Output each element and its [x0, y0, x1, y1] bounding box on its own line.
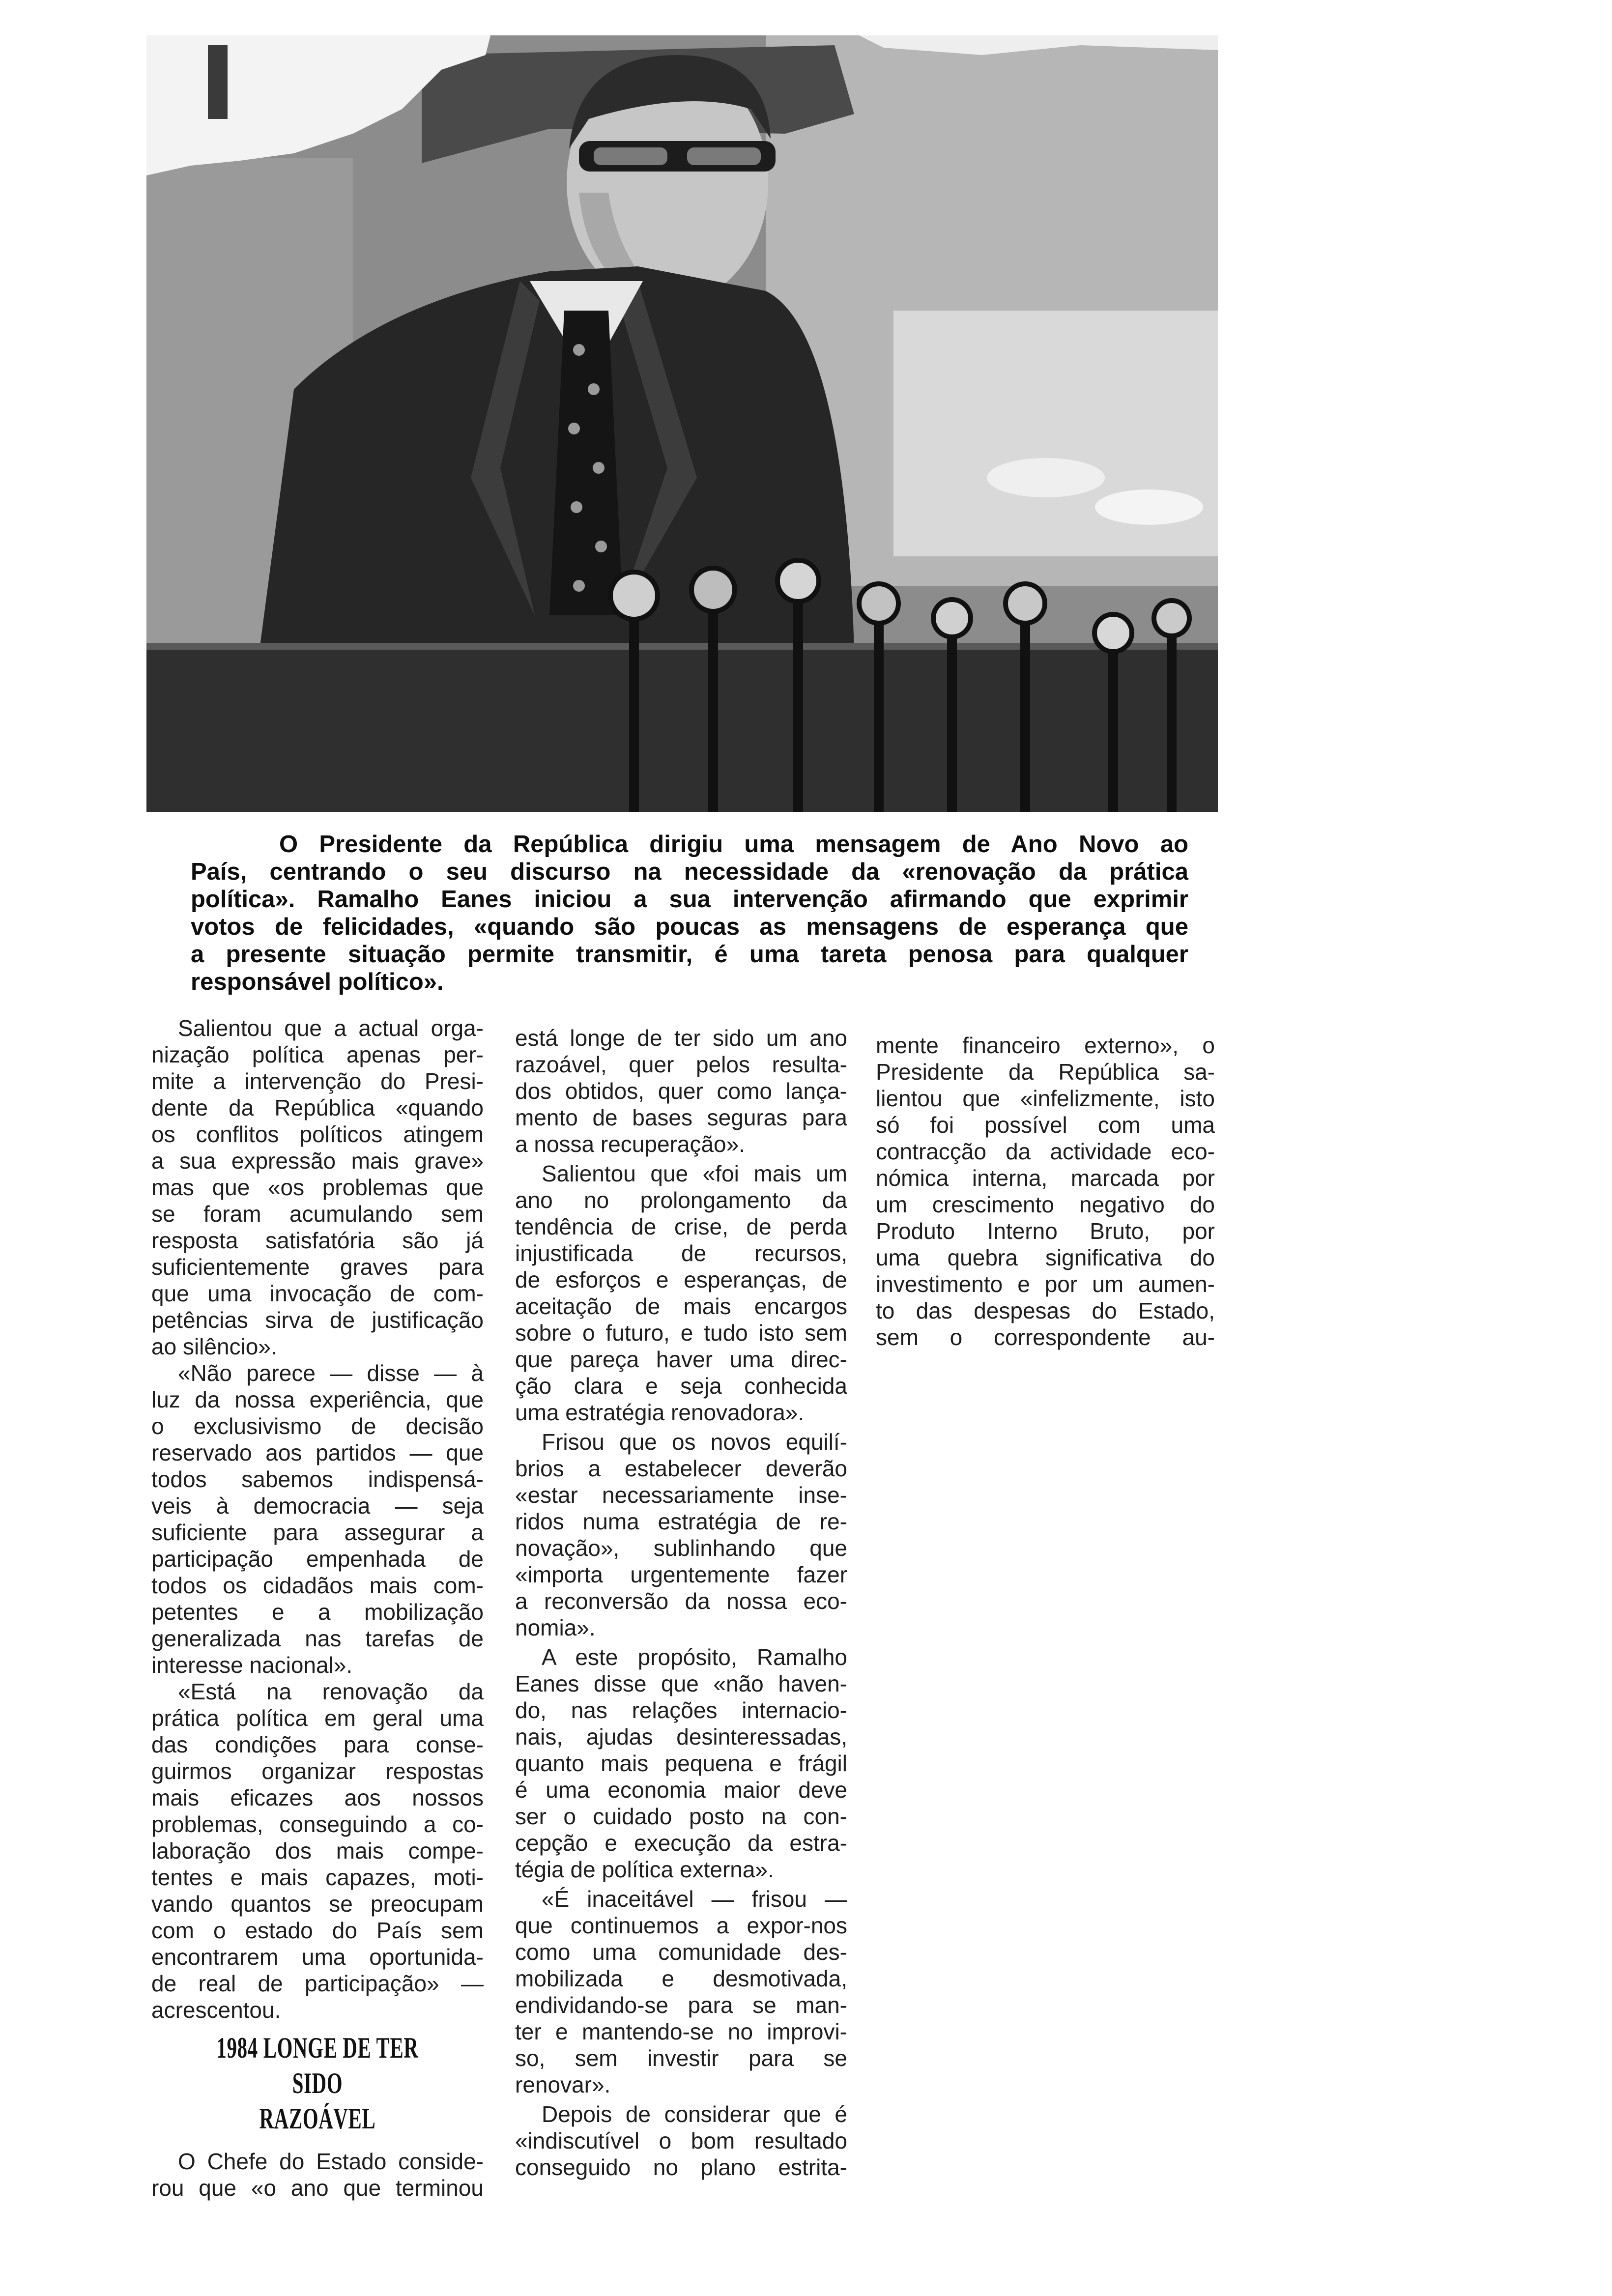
text-line: que continuemos a expor-nos — [515, 1913, 847, 1938]
text-line: nomia». — [515, 1615, 596, 1640]
desk — [146, 645, 1218, 812]
text-line: «indiscutível o bom resultado — [515, 2128, 847, 2153]
tie-pattern-dot — [571, 501, 582, 513]
text-line: suficientemente graves para — [151, 1254, 484, 1280]
text-line: interesse nacional». — [151, 1652, 353, 1678]
text-line: tentes e mais capazes, moti- — [151, 1865, 484, 1890]
text-line: dos obtidos, quer como lança- — [515, 1078, 847, 1104]
paragraph — [876, 1032, 1215, 1350]
text-line: mento de bases seguras para — [515, 1105, 847, 1130]
text-line: reservado aos partidos — que — [151, 1440, 484, 1465]
text-line: sem o correspondente au- — [876, 1324, 1215, 1350]
text-line: problemas, conseguindo a co- — [151, 1811, 484, 1837]
text-line: injustificada de recursos, — [515, 1240, 847, 1266]
text-line: Frisou que os novos equilí- — [542, 1429, 847, 1455]
text-line: «Está na renovação da — [178, 1679, 484, 1704]
text-line: luz da nossa experiência, que — [151, 1387, 484, 1412]
text-line: cepção e execução da estra- — [515, 1830, 847, 1856]
text-line: endividando-se para se man- — [515, 1992, 847, 2018]
microphone-stand — [874, 605, 884, 812]
tie-pattern-dot — [593, 462, 604, 474]
text-line: uma estratégia renovadora». — [515, 1400, 805, 1425]
text-line: prática política em geral uma — [151, 1705, 484, 1731]
text-line: os conflitos políticos atingem — [151, 1121, 484, 1147]
caption-line: País, centrando o seu discurso na necessidade da «renovação da prática — [191, 859, 1188, 885]
text-line: participação empenhada de — [151, 1546, 484, 1572]
tie-pattern-dot — [595, 541, 607, 552]
text-line: A este propósito, Ramalho — [542, 1644, 847, 1670]
text-line: dente da República «quando — [151, 1095, 484, 1120]
text-line: que uma invocação de com- — [151, 1281, 484, 1306]
section-heading-line: 1984 LONGE DE TER SIDO — [216, 2032, 419, 2099]
text-line: quanto mais pequena e frágil — [515, 1751, 847, 1776]
microphone-stand — [708, 596, 718, 812]
microphone-stand — [1020, 605, 1030, 812]
text-line: «É inaceitável — frisou — — [542, 1886, 847, 1912]
text-line: uma quebra significativa do — [876, 1245, 1215, 1270]
text-line: guirmos organizar respostas — [151, 1758, 484, 1784]
section-heading — [151, 2030, 484, 2136]
text-line: de esforços e esperanças, de — [515, 1267, 847, 1292]
paragraph — [151, 1015, 484, 1360]
column-2 — [515, 1025, 847, 2181]
text-line: ser o cuidado posto na con- — [515, 1804, 847, 1829]
text-line: veis à democracia — seja — [151, 1493, 484, 1519]
text-line: que pareça haver uma direc- — [515, 1347, 847, 1372]
tie-pattern-dot — [573, 344, 585, 356]
paragraph — [515, 1025, 847, 1157]
scan-mark — [208, 45, 228, 119]
text-line: ano no prolongamento da — [515, 1187, 847, 1213]
text-line: mobilizada e desmotivada, — [515, 1966, 847, 1991]
text-line: das condições para conse- — [151, 1732, 484, 1757]
paragraph — [151, 1678, 484, 2023]
text-line: renovar». — [515, 2072, 611, 2097]
text-line: «Não parece — disse — à — [178, 1360, 484, 1386]
text-line: nização política apenas per- — [151, 1042, 484, 1067]
text-line: Salientou que «foi mais um — [542, 1161, 847, 1186]
text-line: rou que «o ano que terminou — [151, 2175, 484, 2201]
text-line: a sua expressão mais grave» — [151, 1148, 484, 1174]
paragraph — [515, 1644, 847, 1883]
text-line: todos os cidadãos mais com- — [151, 1573, 484, 1598]
text-line: aceitação de mais encargos — [515, 1293, 847, 1319]
text-line: com o estado do País sem — [151, 1918, 484, 1943]
microphone-stand — [1108, 635, 1118, 812]
text-line: ter e mantendo-se no improvi- — [515, 2019, 847, 2044]
caption-line: O Presidente da República dirigiu uma mensagem de Ano Novo ao — [279, 831, 1188, 858]
text-line: tégia de política externa». — [515, 1857, 774, 1882]
text-line: laboração dos mais compe- — [151, 1838, 484, 1864]
glasses-lens — [687, 147, 761, 165]
text-line: lientou que «infelizmente, isto — [876, 1086, 1215, 1111]
text-line: razoável, quer pelos resulta- — [515, 1052, 847, 1077]
text-line: sobre o futuro, e tudo isto sem — [515, 1320, 847, 1346]
microphone-stand — [629, 601, 639, 812]
text-line: como uma comunidade des- — [515, 1939, 847, 1965]
text-line: encontrarem uma oportunida- — [151, 1944, 484, 1970]
ceiling-lamp — [1095, 489, 1203, 525]
tie-pattern-dot — [588, 383, 600, 395]
text-line: ção clara e seja conhecida — [515, 1373, 847, 1399]
photo-caption — [191, 831, 1188, 996]
text-line: nómica interna, marcada por — [876, 1165, 1215, 1191]
paragraph — [151, 1360, 484, 1678]
text-line: resposta satisfatória são já — [151, 1228, 484, 1253]
caption-line: responsável político». — [191, 969, 444, 995]
text-line: de real de participação» — — [151, 1971, 484, 1996]
caption-line: a presente situação permite transmitir, é uma tareta penosa para qualquer — [191, 941, 1188, 968]
paragraph — [515, 2101, 847, 2181]
text-line: a nossa recuperação». — [515, 1131, 745, 1157]
caption-line: votos de felicidades, «quando são poucas as mensagens de esperança que — [191, 914, 1188, 940]
text-line: nais, ajudas desinteressadas, — [515, 1724, 847, 1750]
text-line: suficiente para assegurar a — [151, 1520, 484, 1545]
microphone-head — [691, 568, 735, 611]
text-line: a reconversão da nossa eco- — [515, 1588, 847, 1614]
microphone-head — [933, 600, 971, 637]
ceiling-lamp — [987, 458, 1105, 497]
text-line: contracção da actividade eco- — [876, 1139, 1215, 1164]
text-line: O Chefe do Estado conside- — [178, 2149, 484, 2174]
text-line: está longe de ter sido um ano — [515, 1025, 847, 1051]
text-line: Depois de considerar que é — [542, 2101, 847, 2127]
text-line: brios a estabelecer deverão — [515, 1456, 847, 1481]
text-line: Presidente da República sa- — [876, 1059, 1215, 1085]
text-line: um crescimento negativo do — [876, 1192, 1215, 1217]
text-line: é uma economia maior deve — [515, 1777, 847, 1803]
text-line: Produto Interno Bruto, por — [876, 1218, 1215, 1244]
news-photo — [146, 35, 1218, 812]
section-heading-line: RAZOÁVEL — [259, 2102, 376, 2135]
microphone-head — [1154, 601, 1189, 636]
microphone-stand — [947, 620, 957, 812]
paragraph — [515, 1429, 847, 1641]
text-line: «importa urgentemente fazer — [515, 1562, 847, 1587]
text-line: mite a intervenção do Presi- — [151, 1068, 484, 1094]
tie-pattern-dot — [573, 580, 585, 592]
tie-pattern-dot — [568, 423, 580, 434]
paragraph — [515, 1160, 847, 1426]
text-line: petentes e a mobilização — [151, 1599, 484, 1625]
paragraph — [151, 2148, 484, 2201]
text-line: vando quantos se preocupam — [151, 1891, 484, 1917]
text-line: novação», sublinhando que — [515, 1535, 847, 1561]
microphone-head — [859, 584, 898, 623]
text-line: do, nas relações internacio- — [515, 1697, 847, 1723]
microphone-stand — [1167, 620, 1177, 812]
text-line: ridos numa estratégia de re- — [515, 1509, 847, 1534]
column-1-continuation — [151, 2148, 484, 2201]
text-line: mais eficazes aos nossos — [151, 1785, 484, 1810]
microphone-head — [610, 572, 658, 619]
text-line: se foram acumulando sem — [151, 1201, 484, 1227]
text-line: mas que «os problemas que — [151, 1175, 484, 1200]
column-1 — [151, 1015, 484, 2201]
photo-president-speaking — [146, 35, 1218, 812]
text-line: tendência de crise, de perda — [515, 1214, 847, 1239]
text-line: «estar necessariamente inse- — [515, 1482, 847, 1508]
caption-line: política». Ramalho Eanes iniciou a sua intervenção afirmando que exprimir — [191, 886, 1188, 913]
glasses-lens — [594, 147, 667, 165]
column-1-body — [151, 1015, 484, 2023]
desk-edge — [146, 643, 1218, 650]
text-line: mente financeiro externo», o — [876, 1033, 1215, 1058]
text-line: só foi possível com uma — [876, 1112, 1215, 1138]
text-line: o exclusivismo de decisão — [151, 1413, 484, 1439]
text-line: todos sabemos indispensá- — [151, 1466, 484, 1492]
text-line: so, sem investir para se — [515, 2045, 847, 2071]
text-line: Salientou que a actual orga- — [178, 1015, 484, 1041]
text-line: Eanes disse que «não haven- — [515, 1671, 847, 1696]
paragraph — [515, 1886, 847, 2098]
text-line: investimento e por um aumen- — [876, 1271, 1215, 1297]
text-line: to das despesas do Estado, — [876, 1298, 1215, 1323]
microphone-head — [777, 560, 819, 602]
microphone-head — [1094, 614, 1132, 652]
text-line: acrescentou. — [151, 1997, 281, 2023]
microphone-head — [1006, 584, 1045, 623]
text-line: conseguido no plano estrita- — [515, 2154, 847, 2180]
text-line: ao silêncio». — [151, 1334, 277, 1359]
column-3 — [876, 1032, 1215, 1350]
microphone-stand — [793, 586, 803, 812]
text-line: generalizada nas tarefas de — [151, 1626, 484, 1651]
text-line: petências sirva de justificação — [151, 1307, 484, 1333]
